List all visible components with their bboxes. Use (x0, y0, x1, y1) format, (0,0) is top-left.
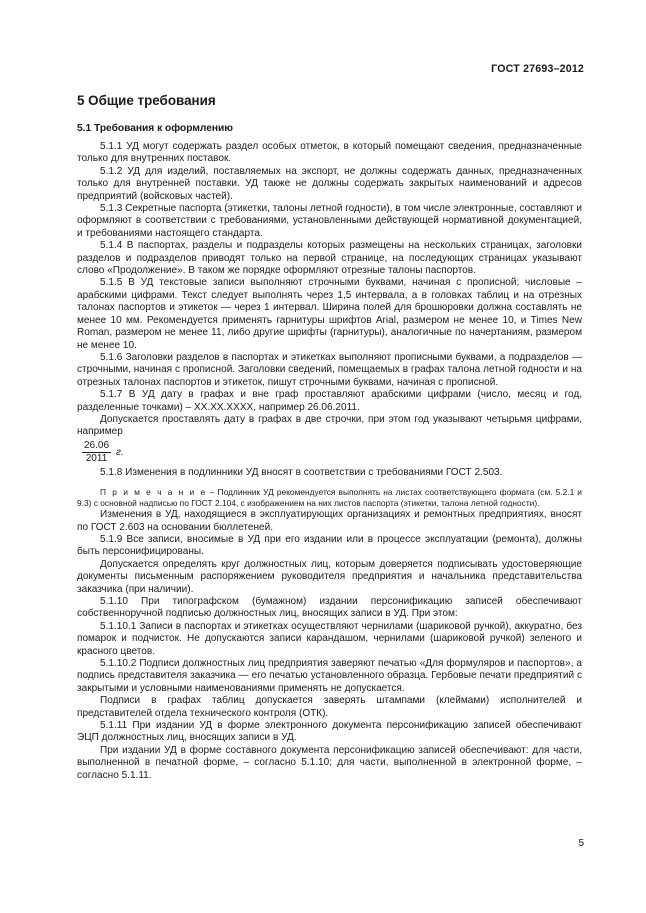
fraction-denominator: 2011 (85, 453, 108, 465)
paragraph-5-1-4: 5.1.4 В паспортах, разделы и подразделы которых размещены на нескольких страницах, заголовки разделов и подразделов приводят только на первой странице, на последующих страницах указывают слово «Продолжение». В таком же порядке оформляют отрезные талоны паспортов. (77, 240, 582, 277)
note-text: – Подлинник УД рекомендуется выполнять на листах соответствующего формата (см. 5.2.1 и 9.3) с основной надписью по ГОСТ 2.104, с изображением на них листов паспорта (этикетки, талона летной годности). (77, 487, 582, 509)
paragraph-5-1-5: 5.1.5 В УД текстовые записи выполняют строчными буквами, начиная с прописной; числовые – арабскими цифрами. Текст следует выполнять через 1,5 интервала, а в головках таблиц и на отрезных талонах паспортов и этикеток — через 1 интервал. Ширина полей для брошюровки должна составлять не менее 10 мм. Рекомендуется применять гарнитуры шрифтов Arial, размером не менее 10, и Times New Roman, размером не менее 11, либо другие шрифты (гарнитуры), аналогичные по начертаниям, размером не менее 10. (77, 277, 582, 351)
paragraph-5-1-7: 5.1.7 В УД дату в графах и вне граф проставляют арабскими цифрами (число, месяц и год, разделенные точками) – XX.XX.XXXX, например 26.06.2011. (77, 389, 582, 413)
paragraph-5-1-3: 5.1.3 Секретные паспорта (этикетки, талоны летной годности), в том числе электронные, составляют и оформляют в соответствии с требованиями, установленными действующей нормативной документацией, и требованиями настоящего стандарта. (77, 203, 582, 239)
paragraph-5-1-10-1: 5.1.10.1 Записи в паспортах и этикетках осуществляют чернилами (шариковой ручкой), аккуратно, без помарок и подчисток. Не допускаются записи карандашом, чернилами (шариковой ручкой) зеленого и красного цветов. (77, 620, 582, 657)
paragraph-5-1-10-2: 5.1.10.2 Подписи должностных лиц предприятия заверяют печатью «Для формуляров и паспортов», а подпись представителя заказчика — его печатью установленного образца. Гербовые печати предприятий с закрытыми и условными наименованиями применять не допускается. (77, 658, 582, 694)
paragraph-5-1-7-date-rule (77, 414, 582, 439)
paragraph-5-1-10: 5.1.10 При типографском (бумажном) издании персонификацию записей обеспечивают собственноручной подписью должностных лиц, вносящих записи в УД. При этом: (77, 596, 582, 620)
paragraph-5-1-9: 5.1.9 Все записи, вносимые в УД при его издании или в процессе эксплуатации (ремонта), должны быть персонифицированы. (77, 533, 582, 558)
page-number: 5 (578, 838, 584, 849)
paragraph-5-1-2: 5.1.2 УД для изделий, поставляемых на экспорт, не должны содержать данных, предназначенных только для внутренней поставки. УД также не должны содержать закрытых наименований и адресов предприятий (войсковых частей). (77, 165, 582, 202)
date-fraction-example (77, 439, 582, 467)
paragraph-5-1-1: 5.1.1 УД могут содержать раздел особых отметок, в который помещают сведения, предназначенные только для внутренних поставок. (77, 141, 582, 165)
note (77, 487, 582, 509)
note-label: П р и м е ч а н и е (100, 487, 207, 498)
paragraph-composite: При издании УД в форме составного документа персонификацию записей обеспечивают: для части, выполненной в печатной форме, – согласно 5.1.10; для части, выполненной в электронной форме, – согласно 5.1.11. (77, 744, 582, 781)
standard-code: ГОСТ 27693–2012 (491, 63, 584, 75)
date-fraction (82, 440, 111, 465)
paragraph-5-1-11: 5.1.11 При издании УД в форме электронного документа персонификацию записей обеспечивают ЭЦП должностных лиц, вносящих записи в УД. (77, 720, 582, 744)
paragraph-5-1-8: 5.1.8 Изменения в подлинники УД вносят в соответствии с требованиями ГОСТ 2.503. (100, 466, 503, 478)
paragraph-changes: Изменения в УД, находящиеся в эксплуатирующих организациях и ремонтных предприятиях, вносят по ГОСТ 2.603 на основании бюллетеней. (77, 509, 582, 533)
paragraph-persons: Допускается определять круг должностных лиц, которым доверяется подписывать удостоверяющие документы письменным распоряжением руководителя предприятия и начальника представительства заказчика (при наличии). (77, 558, 582, 595)
section-title: 5 Общие требования (77, 93, 216, 108)
subsection-title: 5.1 Требования к оформлению (77, 123, 233, 134)
date-rule-text: Допускается проставлять дату в графах в две строчки, при этом год указывают четырьмя цифрами, например (77, 413, 582, 438)
paragraph-stamps: Подписи в графах таблиц допускается заверять штампами (клеймами) исполнителей и представителей отдела технического контроля (ОТК). (77, 695, 582, 719)
paragraph-5-1-6: 5.1.6 Заголовки разделов в паспортах и этикетках выполняют прописными буквами, а подразделов — строчными, начиная с прописной. Заголовки сведений, помещаемых в графах талона летной годности и на отрезных талонах паспортов и этикеток, пишут строчными буквами, начиная с прописной. (77, 351, 582, 388)
body-text (77, 141, 582, 782)
fraction-suffix: г. (116, 446, 124, 458)
fraction-numerator: 26.06 (84, 440, 110, 452)
